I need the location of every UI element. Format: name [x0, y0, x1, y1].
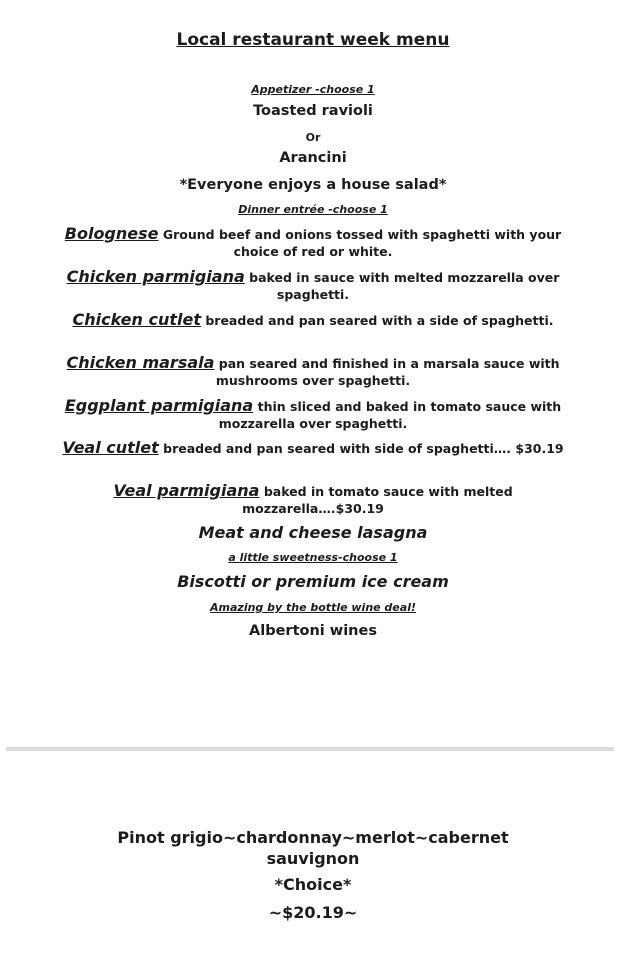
dinner-item-veal-cutlet [60, 439, 566, 457]
appetizer-heading: Appetizer -choose 1 [251, 83, 375, 96]
appetizer-option-arancini: Arancini [279, 150, 347, 166]
dinner-item-lasagna: Meat and cheese lasagna [198, 523, 428, 542]
wine-choice: *Choice* [274, 875, 352, 894]
house-salad-note: *Everyone enjoys a house salad* [179, 177, 447, 193]
dinner-item-name: Chicken parmigiana [66, 267, 245, 286]
menu-page-2 [0, 752, 626, 960]
dinner-item-desc: Ground beef and onions tossed with spaghetti with your choice of red or white. [162, 227, 562, 259]
wine-heading: Amazing by the bottle wine deal! [210, 601, 416, 614]
appetizer-option-toasted-ravioli: Toasted ravioli [253, 103, 373, 119]
wine-price: ~$20.19~ [268, 903, 358, 922]
dinner-item-eggplant-parmigiana [60, 397, 566, 432]
dinner-item-desc: breaded and pan seared with a side of spaghetti. [205, 313, 554, 328]
dinner-item-desc: thin sliced and baked in tomato sauce with mozzarella over spaghetti. [218, 399, 562, 431]
dessert-item: Biscotti or premium ice cream [177, 572, 449, 591]
dinner-item-name: Chicken cutlet [72, 310, 201, 329]
dessert-heading: a little sweetness-choose 1 [228, 551, 398, 564]
dinner-item-name: Veal cutlet [62, 438, 159, 457]
dinner-item-desc: baked in tomato sauce with melted mozzarella….$30.19 [242, 484, 513, 516]
dinner-item-desc: breaded and pan seared with side of spaghetti…. $30.19 [163, 441, 564, 456]
dinner-item-bolognese [60, 225, 566, 260]
dinner-item-name: Chicken marsala [66, 353, 215, 372]
page-divider [6, 747, 614, 751]
dinner-item-desc: baked in sauce with melted mozzarella over spaghetti. [249, 270, 560, 302]
dinner-item-chicken-parmigiana [60, 268, 566, 303]
wine-brand: Albertoni wines [249, 623, 377, 639]
dinner-item-chicken-marsala [60, 354, 566, 389]
dinner-item-desc: pan seared and finished in a marsala sauce with mushrooms over spaghetti. [215, 356, 560, 388]
dinner-heading: Dinner entrée -choose 1 [238, 203, 388, 216]
dinner-item-name: Bolognese [64, 224, 159, 243]
dinner-item-veal-parmigiana [60, 482, 566, 517]
wine-varietals: Pinot grigio~chardonnay~merlot~cabernet sauvignon [117, 828, 509, 868]
appetizer-or: Or [305, 131, 321, 144]
dinner-item-chicken-cutlet [60, 311, 566, 329]
menu-title: Local restaurant week menu [176, 30, 450, 50]
dinner-item-name: Veal parmigiana [113, 481, 260, 500]
dinner-item-name: Eggplant parmigiana [64, 396, 254, 415]
